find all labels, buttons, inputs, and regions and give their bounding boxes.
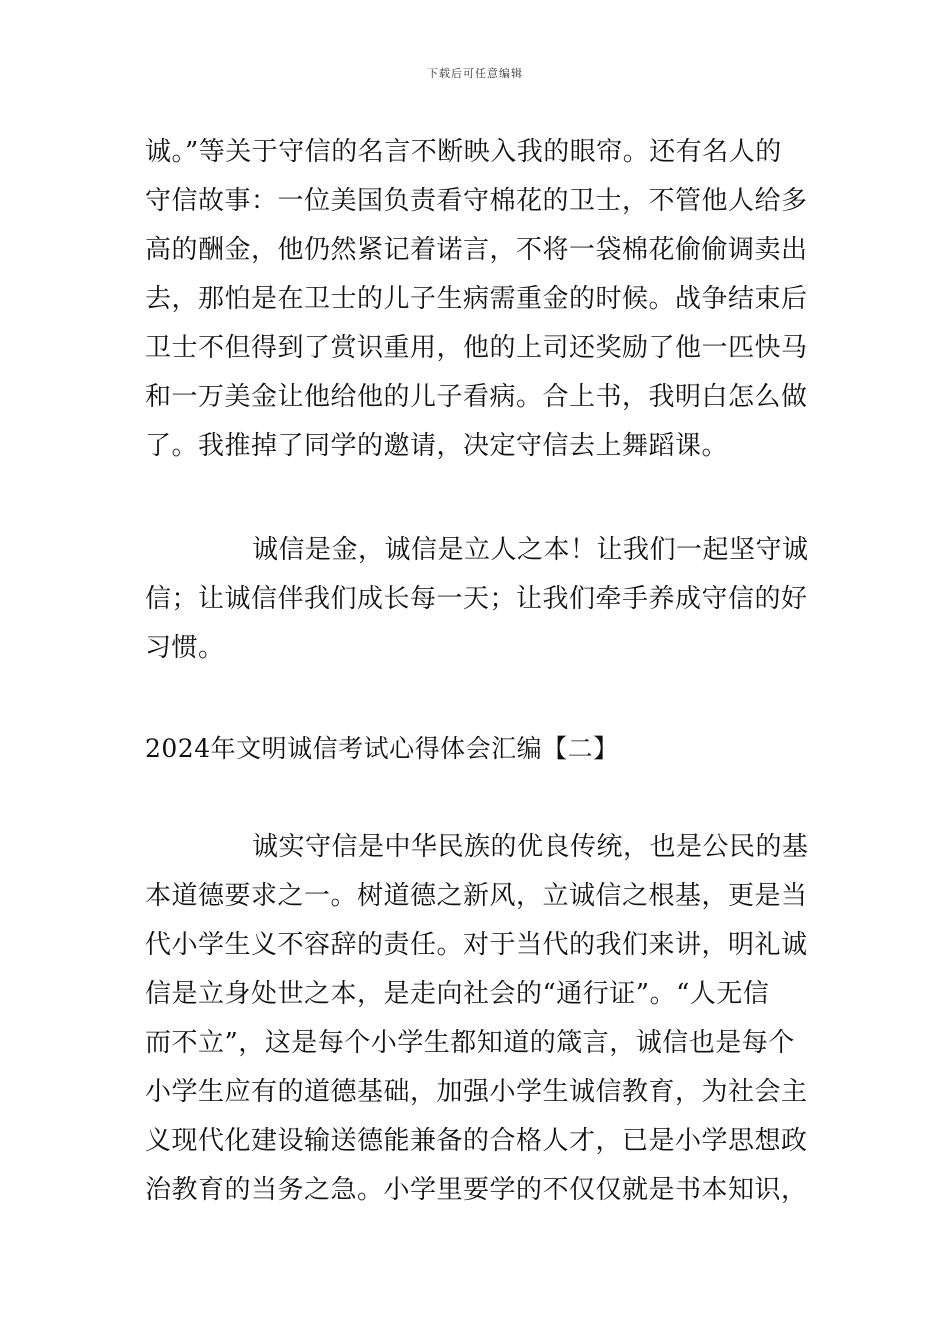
text-line: 代小学生义不容辞的责任。对于当代的我们来讲，明礼诚 bbox=[145, 930, 808, 960]
text-line: 治教育的当务之急。小学里要学的不仅仅就是书本知识， bbox=[145, 1175, 808, 1205]
text-line: 了。我推掉了同学的邀请，决定守信去上舞蹈课。 bbox=[145, 431, 729, 461]
page-header-note: 下载后可任意编辑 bbox=[427, 67, 523, 80]
text-line: 义现代化建设输送德能兼备的合格人才，已是小学思想政 bbox=[145, 1126, 808, 1156]
text-line: 信；让诚信伴我们成长每一天；让我们牵手养成守信的好 bbox=[145, 584, 808, 614]
section-title: 2024年文明诚信考试心得体会汇编【二】 bbox=[145, 734, 619, 763]
text-line: 信是立身处世之本，是走向社会的“通行证”。“人无信 bbox=[145, 979, 770, 1009]
text-line: 而不立”，这是每个小学生都知道的箴言，诚信也是每个 bbox=[145, 1028, 795, 1058]
text-line: 守信故事：一位美国负责看守棉花的卫士，不管他人给多 bbox=[145, 186, 808, 216]
text-line: 去，那怕是在卫士的儿子生病需重金的时候。战争结束后 bbox=[145, 284, 808, 314]
text-line: 诚信是金，诚信是立人之本！让我们一起坚守诚 bbox=[252, 535, 809, 565]
text-line: 习惯。 bbox=[145, 633, 225, 663]
text-line: 本道德要求之一。树道德之新风，立诚信之根基，更是当 bbox=[145, 881, 808, 911]
text-line: 卫士不但得到了赏识重用，他的上司还奖励了他一匹快马 bbox=[145, 333, 808, 363]
text-line: 小学生应有的道德基础，加强小学生诚信教育，为社会主 bbox=[145, 1077, 808, 1107]
text-line: 和一万美金让他给他的儿子看病。合上书，我明白怎么做 bbox=[145, 382, 808, 412]
text-line: 高的酬金，他仍然紧记着诺言，不将一袋棉花偷偷调卖出 bbox=[145, 235, 808, 265]
text-line: 诚实守信是中华民族的优良传统，也是公民的基 bbox=[252, 832, 809, 862]
text-line: 诚。”等关于守信的名言不断映入我的眼帘。还有名人的 bbox=[145, 137, 782, 167]
